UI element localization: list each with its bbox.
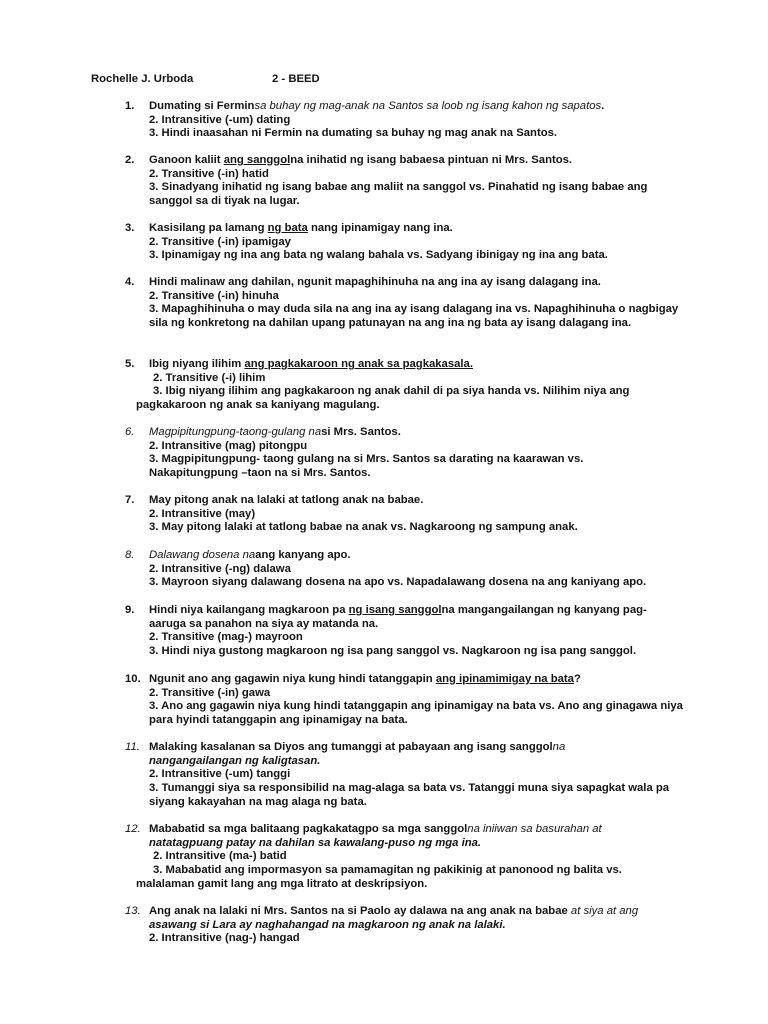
item-classification: 2. Transitive (-in) gawa: [149, 686, 271, 699]
item-classification: 2. Intransitive (may): [149, 507, 256, 520]
item-number: 3.: [125, 222, 135, 234]
item-sentence: May pitong anak na lalaki at tatlong anak na babae.: [149, 494, 424, 506]
item-number: 2.: [125, 154, 135, 166]
list-item: [0, 494, 768, 535]
student-class: 2 - BEED: [272, 73, 320, 85]
item-sentence: Ibig niyang ilihim ang pagkakaroon ng anak sa pagkakasala.: [149, 358, 473, 370]
list-item: [0, 426, 768, 481]
item-number: 13.: [125, 905, 141, 917]
item-sentence-cont: nangangailangan ng kaligtasan.: [149, 754, 321, 767]
item-number: 12.: [125, 823, 141, 835]
item-sentence-cont: asawang si Lara ay naghahangad na magkaroon ng anak na lalaki.: [149, 918, 506, 931]
student-name: Rochelle J. Urboda: [91, 73, 194, 85]
item-classification: 2. Transitive (mag-) mayroon: [149, 631, 303, 644]
item-number: 9.: [125, 604, 135, 616]
item-classification: 2. Intransitive (-um) dating: [149, 113, 291, 126]
item-sentence: Ganoon kaliit ang sanggolna inihatid ng isang babaesa pintuan ni Mrs. Santos.: [149, 154, 573, 166]
item-sentence: Ang anak na lalaki ni Mrs. Santos na si Paolo ay dalawa na ang anak na babae at siya at ang: [149, 905, 639, 917]
list-item: [0, 673, 768, 728]
item-sentence: Hindi niya kailangang magkaroon pa ng isang sanggolna mangangailangan ng kanyang pag-: [149, 604, 647, 616]
list-item: [0, 741, 768, 810]
item-sentence: Hindi malinaw ang dahilan, ngunit mapaghihinuha na ang ina ay isang dalagang ina.: [149, 276, 601, 288]
document-header: [91, 73, 320, 87]
item-sentence: Dumating si Ferminsa buhay ng mag-anak na Santos sa loob ng isang kahon ng sapatos.: [149, 100, 605, 112]
item-classification: 2. Transitive (-i) lihim: [153, 371, 266, 384]
item-explanation-cont: malalaman gamit lang ang mga litrato at deskripsiyon.: [136, 877, 428, 890]
item-classification: 2. Intransitive (ma-) batid: [153, 850, 287, 863]
item-classification: 2. Transitive (-in) ipamigay: [149, 235, 291, 248]
list-item: [0, 549, 768, 590]
item-sentence: Magpipitungpung-taong-gulang nasi Mrs. Santos.: [149, 426, 401, 438]
item-number: 6.: [125, 426, 135, 438]
item-number: 1.: [125, 100, 135, 112]
item-explanation: 3. Ibig niyang ilihim ang pagkakaroon ng anak dahil di pa siya handa vs. Nilihim niya ang: [153, 385, 630, 398]
item-explanation: 3. Magpipitungpung- taong gulang na si Mrs. Santos sa darating na kaarawan vs.: [149, 453, 584, 466]
item-explanation: 3. Ipinamigay ng ina ang bata ng walang bahala vs. Sadyang ibinigay ng ina ang bata.: [149, 249, 608, 262]
item-number: 10.: [125, 673, 141, 685]
item-number: 4.: [125, 276, 135, 288]
item-explanation: 3. Mapaghihinuha o may duda sila na ang ina ay isang dalagang ina vs. Napaghihinuha o nagbigay sila ng konkretong na dahilan upang patunayan na ang ina ng bata ay isang dalagang ina.: [149, 303, 679, 330]
list-item: [0, 100, 768, 141]
item-explanation: 3. Mayroon siyang dalawang dosena na apo vs. Napadalawang dosena na ang kaniyang apo.: [149, 576, 647, 589]
item-classification: 2. Intransitive (mag) pitongpu: [149, 439, 308, 452]
item-explanation-cont: pagkakaroon ng anak sa kaniyang magulang.: [136, 399, 380, 412]
item-sentence: Ngunit ano ang gagawin niya kung hindi tatanggapin ang ipinamimigay na bata?: [149, 673, 581, 685]
list-item: [0, 905, 768, 946]
item-explanation: 3. Ano ang gagawin niya kung hindi tatanggapin ang ipinamigay na bata vs. Ano ang ginagawa niya para hyindi tatanggapin ang ipinamigay na bata.: [149, 700, 683, 727]
item-sentence: Kasisilang pa lamang ng bata nang ipinamigay nang ina.: [149, 222, 453, 234]
item-explanation: 3. Hindi inaasahan ni Fermin na dumating sa buhay ng mag anak na Santos.: [149, 127, 558, 140]
item-sentence-cont: aaruga sa panahon na siya ay matanda na.: [149, 617, 379, 630]
item-explanation: 3. Hindi niya gustong magkaroon ng isa pang sanggol vs. Nagkaroon ng isa pang sanggol.: [149, 645, 637, 658]
item-classification: 2. Intransitive (nag-) hangad: [149, 932, 300, 945]
item-classification: 2. Transitive (-in) hinuha: [149, 289, 279, 302]
item-classification: 2. Intransitive (-um) tanggi: [149, 768, 291, 781]
item-number: 8.: [125, 549, 135, 561]
item-sentence-cont: natatagpuang patay na dahilan sa kawalang-puso ng mga ina.: [149, 836, 482, 849]
item-sentence: Malaking kasalanan sa Diyos ang tumanggi at pabayaan ang isang sanggolna: [149, 741, 566, 753]
item-explanation: 3. Sinadyang inihatid ng isang babae ang maliit na sanggol vs. Pinahatid ng isang babae ang sanggol sa di tiyak na lugar.: [149, 181, 648, 208]
list-item: [0, 222, 768, 263]
item-explanation: 3. Mababatid ang impormasyon sa pamamagitan ng pakikinig at panonood ng balita vs.: [153, 864, 622, 877]
item-classification: 2. Transitive (-in) hatid: [149, 167, 269, 180]
item-explanation-cont: Nakapitungpung –taon na si Mrs. Santos.: [149, 467, 371, 480]
list-item: [0, 604, 768, 659]
list-item: [0, 276, 768, 331]
item-number: 7.: [125, 494, 135, 506]
item-explanation: 3. Tumanggi siya sa responsibilid na mag-alaga sa bata vs. Tatanggi muna siya sapagkat wala pa siyang kakayahan na mag alaga ng bata.: [149, 782, 670, 808]
item-sentence: Dalawang dosena naang kanyang apo.: [149, 549, 351, 561]
item-number: 11.: [125, 741, 140, 753]
list-item: [0, 154, 768, 209]
list-item: [0, 358, 768, 413]
item-sentence: Mababatid sa mga balitaang pagkakatagpo sa mga sanggolna iniiwan sa basurahan at: [149, 823, 602, 835]
list-item: [0, 823, 768, 892]
item-explanation: 3. May pitong lalaki at tatlong babae na anak vs. Nagkaroong ng sampung anak.: [149, 521, 578, 534]
item-number: 5.: [125, 358, 135, 370]
item-classification: 2. Intransitive (-ng) dalawa: [149, 562, 291, 575]
